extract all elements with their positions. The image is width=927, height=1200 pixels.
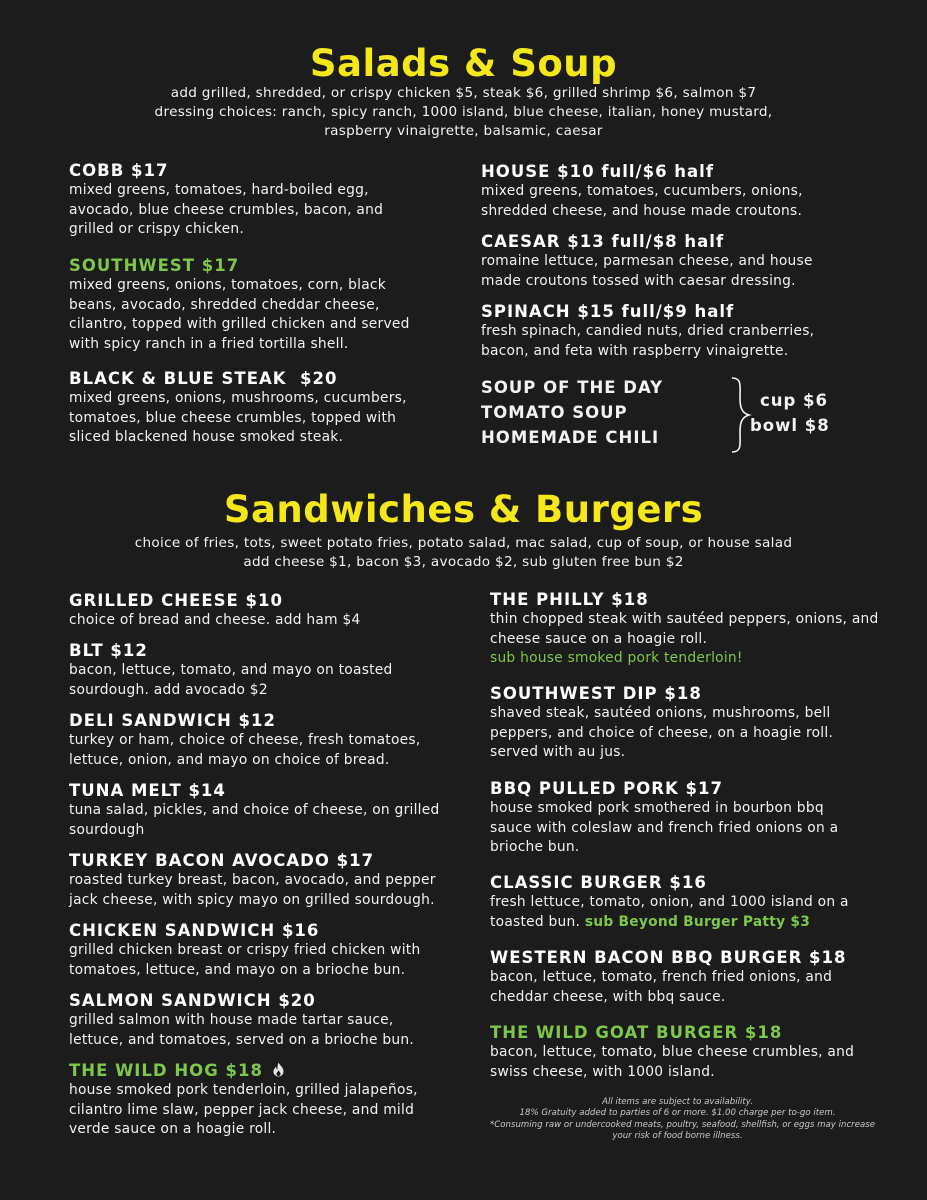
menu-item-salmon-sandwich — [69, 990, 444, 1050]
menu-item-western-bacon-bbq-burger — [490, 947, 865, 1007]
item-description: mixed greens, tomatoes, hard-boiled egg, avocado, blue cheese crumbles, bacon, and grilled or crispy chicken. — [69, 182, 384, 238]
soup-bowl-price: bowl $8 — [750, 416, 830, 435]
item-description: tuna salad, pickles, and choice of cheese, on grilled sourdough — [69, 802, 440, 838]
sandwiches-title: Sandwiches & Burgers — [223, 488, 704, 531]
item-description: mixed greens, tomatoes, cucumbers, onions, shredded cheese, and house made croutons. — [481, 183, 803, 219]
item-name: SOUTHWEST $17 — [69, 256, 240, 275]
item-description: grilled chicken breast or crispy fried chicken with tomatoes, lettuce, and mayo on a brioche bun. — [69, 942, 421, 978]
menu-item-southwest-dip — [490, 683, 870, 763]
item-note: sub house smoked pork tenderloin! — [490, 650, 743, 667]
item-description: choice of bread and cheese. add ham $4 — [69, 612, 361, 628]
menu-item-black-blue-steak — [69, 368, 429, 448]
menu-item-blt — [69, 640, 439, 700]
item-note: sub Beyond Burger Patty $3 — [584, 913, 811, 930]
item-name-text: THE WILD HOG $18 — [69, 1061, 263, 1080]
item-description: fresh spinach, candied nuts, dried cranberries, bacon, and feta with raspberry vinaigrette. — [481, 323, 815, 359]
item-name: CHICKEN SANDWICH $16 — [69, 921, 320, 940]
item-description: romaine lettuce, parmesan cheese, and house made croutons tossed with caesar dressing. — [481, 253, 813, 289]
menu-item-house-salad — [481, 161, 846, 221]
salads-title: Salads & Soup — [309, 42, 618, 85]
menu-item-cobb — [69, 160, 419, 240]
item-name: BLACK & BLUE STEAK $20 — [69, 369, 338, 388]
fine-print-line: your risk of food borne illness. — [612, 1130, 743, 1141]
item-description — [490, 893, 880, 932]
item-name — [69, 1060, 454, 1081]
menu-item-caesar — [481, 231, 846, 291]
sandwiches-sides: choice of fries, tots, sweet potato fries, potato salad, mac salad, cup of soup, or house salad — [134, 535, 793, 551]
item-description: mixed greens, onions, tomatoes, corn, black beans, avocado, shredded cheddar cheese, cilantro, topped with grilled chicken and served with spicy ranch in a fried tortilla shell. — [69, 277, 410, 352]
item-description-text: fresh lettuce, tomato, onion, and 1000 island on a toasted bun. — [490, 894, 849, 930]
item-description: mixed greens, onions, mushrooms, cucumbers, tomatoes, blue cheese crumbles, topped with sliced blackened house smoked steak. — [69, 390, 407, 446]
soup-list — [481, 375, 711, 450]
item-name: BLT $12 — [69, 641, 148, 660]
soup-item: SOUP OF THE DAY — [481, 378, 664, 397]
menu-item-wild-hog — [69, 1060, 454, 1140]
salads-addons: add grilled, shredded, or crispy chicken $5, steak $6, grilled shrimp $6, salmon $7 — [170, 85, 757, 101]
menu-item-wild-goat-burger — [490, 1022, 865, 1082]
fine-print-line: All items are subject to availability. — [602, 1097, 753, 1107]
item-name: TUNA MELT $14 — [69, 781, 226, 800]
item-name: HOUSE $10 full/$6 half — [481, 162, 715, 181]
item-description: grilled salmon with house made tartar sauce, lettuce, and tomatoes, served on a brioche bun. — [69, 1012, 414, 1048]
item-name: GRILLED CHEESE $10 — [69, 591, 283, 610]
item-name: BBQ PULLED PORK $17 — [490, 779, 723, 798]
salads-dressings: dressing choices: ranch, spicy ranch, 1000 island, blue cheese, italian, honey mustard, — [154, 104, 773, 120]
item-name: TURKEY BACON AVOCADO $17 — [69, 851, 375, 870]
item-description: bacon, lettuce, tomato, blue cheese crumbles, and swiss cheese, with 1000 island. — [490, 1044, 855, 1080]
sandwiches-subtitle — [0, 534, 927, 572]
item-name: WESTERN BACON BBQ BURGER $18 — [490, 948, 847, 967]
item-name: THE PHILLY $18 — [490, 590, 649, 609]
item-description: house smoked pork smothered in bourbon bbq sauce with coleslaw and french fried onions on a brioche bun. — [490, 800, 839, 856]
fine-print — [490, 1097, 876, 1142]
fine-print-line: *Consuming raw or undercooked meats, poultry, seafood, shellfish, or eggs may increase — [490, 1119, 876, 1130]
menu-item-philly — [490, 589, 882, 669]
item-name: DELI SANDWICH $12 — [69, 711, 276, 730]
soup-item: HOMEMADE CHILI — [481, 428, 660, 447]
item-name: SALMON SANDWICH $20 — [69, 991, 316, 1010]
fine-print-line: 18% Gratuity added to parties of 6 or more. $1.00 charge per to-go item. — [519, 1108, 836, 1119]
menu-item-deli-sandwich — [69, 710, 459, 770]
menu-item-chicken-sandwich — [69, 920, 464, 980]
flame-icon — [273, 1062, 284, 1077]
item-name: CLASSIC BURGER $16 — [490, 873, 707, 892]
item-name: THE WILD GOAT BURGER $18 — [490, 1023, 783, 1042]
sandwiches-addons: add cheese $1, bacon $3, avocado $2, sub gluten free bun $2 — [243, 554, 684, 570]
item-description: house smoked pork tenderloin, grilled jalapeños, cilantro lime slaw, pepper jack cheese, and mild verde sauce on a hoagie roll. — [69, 1082, 418, 1138]
menu-item-grilled-cheese — [69, 590, 464, 631]
item-name: COBB $17 — [69, 161, 169, 180]
item-name: SPINACH $15 full/$9 half — [481, 302, 735, 321]
item-name: SOUTHWEST DIP $18 — [490, 684, 702, 703]
soup-item: TOMATO SOUP — [481, 403, 628, 422]
item-description: roasted turkey breast, bacon, avocado, and pepper jack cheese, with spicy mayo on grilled sourdough. — [69, 872, 436, 908]
item-description: thin chopped steak with sautéed peppers, onions, and cheese sauce on a hoagie roll. — [490, 611, 879, 647]
salads-dressings-cont: raspberry vinaigrette, balsamic, caesar — [324, 123, 603, 139]
menu-item-turkey-bacon-avocado — [69, 850, 464, 910]
item-description: bacon, lettuce, tomato, and mayo on toasted sourdough. add avocado $2 — [69, 662, 393, 698]
menu-item-classic-burger — [490, 872, 880, 932]
menu-item-southwest-salad — [69, 255, 419, 354]
item-description: bacon, lettuce, tomato, french fried onions, and cheddar cheese, with bbq sauce. — [490, 969, 833, 1005]
item-description: turkey or ham, choice of cheese, fresh tomatoes, lettuce, onion, and mayo on choice of bread. — [69, 732, 421, 768]
menu-item-spinach — [481, 301, 851, 361]
item-name: CAESAR $13 full/$8 half — [481, 232, 725, 251]
salads-subtitle — [0, 84, 927, 141]
soup-prices — [750, 388, 828, 438]
soup-cup-price: cup $6 — [759, 391, 828, 410]
menu-item-bbq-pulled-pork — [490, 778, 865, 858]
item-description: shaved steak, sautéed onions, mushrooms, bell peppers, and choice of cheese, on a hoagie roll. served with au jus. — [490, 705, 834, 761]
menu-item-tuna-melt — [69, 780, 464, 840]
